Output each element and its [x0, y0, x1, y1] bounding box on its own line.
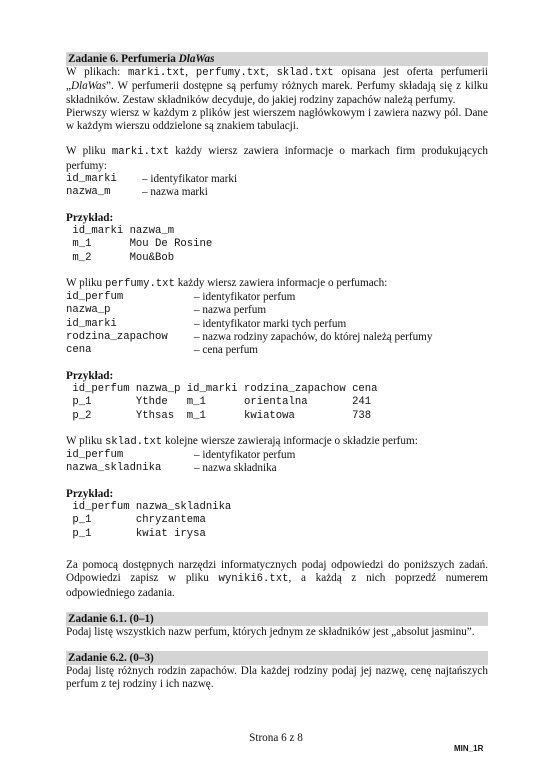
desc-text: W pliku: [66, 145, 112, 158]
task6-1-text: Podaj listę wszystkich nazw perfum, których jednym ze składników jest „absolut jasminu”.: [66, 625, 475, 638]
task6-2-text: Podaj listę różnych rodzin zapachów. Dla każdej rodziny podaj jej nazwę, cenę najtańszych perfum z tej rodziny i ich nazwę.: [66, 665, 488, 691]
field-desc: – nazwa składnika: [194, 462, 277, 475]
field-desc: – identyfikator perfum: [194, 449, 296, 462]
desc-text: W pliku: [66, 276, 105, 289]
field-name: rodzina_zapachow: [66, 331, 168, 344]
task6-title: Zadanie 6. Perfumeria: [68, 53, 179, 65]
exam-code: MIN_1R: [454, 744, 484, 753]
file-name: marki.txt: [111, 146, 170, 159]
file-name: wyniki6.txt: [218, 573, 289, 586]
field-name: cena: [66, 344, 92, 357]
field-desc: – identyfikator marki tych perfum: [194, 317, 347, 330]
perfumy-example: id_perfum nazwa_p id_marki rodzina_zapachow cena p_1 Ythde m_1 orientalna 241 p_2 Ythsas m_1 kwiatowa 738: [72, 382, 378, 422]
intro-text: ,: [185, 66, 196, 78]
field-name: nazwa_p: [66, 304, 111, 317]
exam-page: [66, 52, 488, 692]
sklad-example: id_perfum nazwa_skladnika p_1 chryzantema p_1 kwiat irysa: [72, 501, 232, 540]
field-desc: – identyfikator marki: [142, 173, 238, 186]
instruction-text: Za pomocą dostępnych narzędzi informatycznych podaj odpowiedzi do poniższych zadań. Odpowiedzi zapisz w pliku: [66, 558, 488, 585]
field-name: nazwa_skladnika: [66, 462, 162, 475]
field-name: id_perfum: [66, 291, 124, 304]
field-name: nazwa_m: [66, 186, 111, 199]
field-row: [66, 186, 488, 199]
field-row: [66, 331, 488, 344]
intro-text: W plikach:: [66, 66, 129, 78]
field-desc: – nazwa perfum: [194, 304, 267, 317]
intro-text: ”. W perfumerii dostępne są perfumy różnych marek. Perfumy składają się z kilku składników. Zestaw składników decyduje, do jakiej rodziny zapachów należą perfumy.: [66, 80, 488, 106]
field-name: id_marki: [66, 317, 117, 330]
file-name: perfumy.txt: [195, 67, 266, 79]
field-row: [66, 291, 488, 304]
intro-text: ,: [265, 66, 277, 78]
example-label: Przykład:: [66, 369, 114, 382]
example-label: Przykład:: [66, 487, 114, 500]
example-label: Przykład:: [66, 211, 114, 224]
field-row: [66, 449, 488, 462]
field-desc: – nazwa rodziny zapachów, do której należą perfumy: [194, 331, 433, 344]
intro-text: opisana jest oferta perfumerii „: [66, 66, 488, 93]
page-number: Strona 6 z 8: [249, 732, 303, 744]
file-name: perfumy.txt: [104, 277, 175, 290]
field-desc: – cena perfum: [194, 344, 258, 357]
task6-intro-2: Pierwszy wiersz w każdym z plików jest wierszem nagłówkowym i zawiera nazwy pól. Dane w każdym wierszu oddzielone są znakiem tabulacji.: [66, 106, 488, 133]
field-desc: – identyfikator perfum: [194, 291, 296, 304]
task6-header: [66, 52, 488, 66]
desc-text: każdy wiersz zawiera informacje o perfumach:: [174, 276, 388, 289]
task6-2-header: Zadanie 6.2. (0–3): [66, 651, 488, 665]
instruction-text: , a każdą z nich poprzedź numerem odpowiedniego zadania.: [66, 572, 488, 599]
sklad-description: [66, 435, 488, 449]
field-row: [66, 344, 488, 357]
field-row: [66, 318, 488, 331]
task6-1-header: Zadanie 6.1. (0–1): [66, 612, 488, 626]
desc-text: kolejne wiersze zawierają informacje o składzie perfum:: [162, 434, 418, 447]
instruction: [66, 559, 488, 600]
field-row: [66, 304, 488, 317]
shop-name: DlaWas: [70, 80, 106, 93]
file-name: sklad.txt: [276, 67, 334, 79]
field-name: id_marki: [66, 173, 117, 186]
file-name: sklad.txt: [104, 435, 163, 448]
file-name: marki.txt: [128, 67, 186, 79]
perfumy-description: [66, 277, 488, 291]
desc-text: każdy wiersz zawiera informacje o markach firm produkujących perfumy:: [66, 145, 488, 172]
task6-intro: [66, 66, 488, 107]
field-desc: – nazwa marki: [142, 186, 208, 199]
marki-example: id_marki nazwa_m m_1 Mou De Rosine m_2 Mou&Bob: [72, 224, 213, 264]
task6-title-italic: DlaWas: [178, 53, 215, 65]
marki-description: [66, 145, 488, 173]
field-name: id_perfum: [66, 449, 124, 462]
field-row: [66, 173, 488, 186]
desc-text: W pliku: [66, 434, 105, 447]
field-row: [66, 462, 488, 475]
